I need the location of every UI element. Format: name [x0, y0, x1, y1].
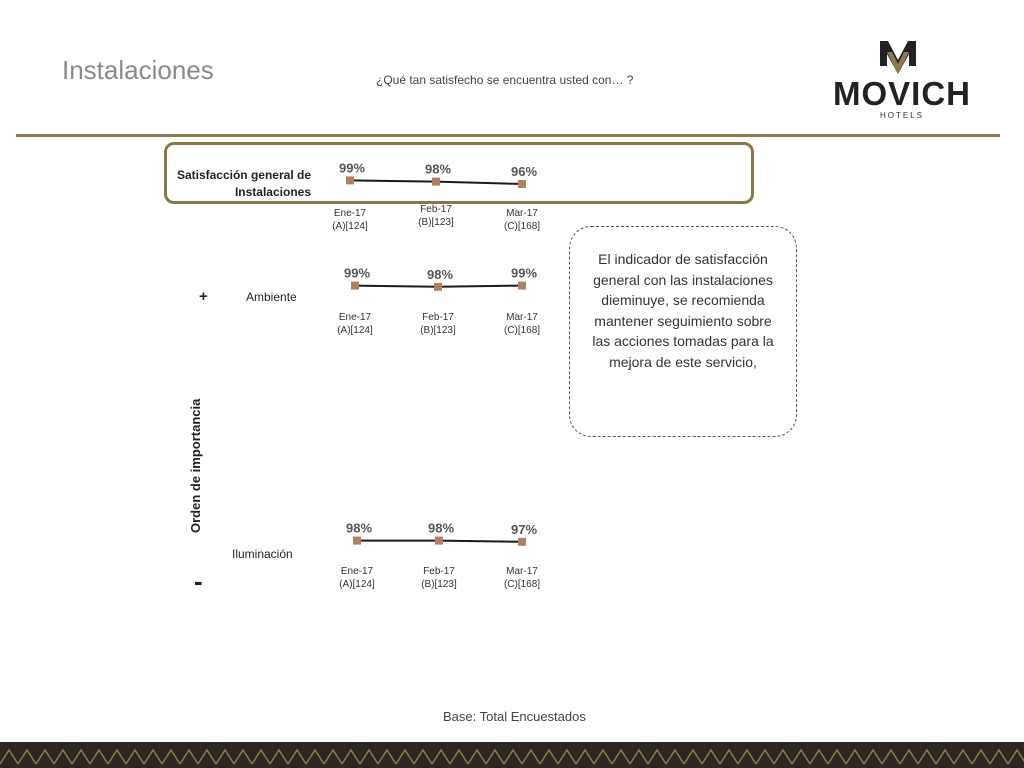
tick-base: (A)[124] — [337, 325, 373, 336]
series-line — [355, 286, 522, 287]
x-tick-label — [401, 203, 471, 229]
tick-base: (A)[124] — [339, 579, 375, 590]
logo-wordmark: MOVICH — [833, 75, 971, 112]
logo-mark-icon — [880, 41, 916, 74]
x-tick-label — [315, 207, 385, 233]
data-label: 98% — [426, 266, 454, 282]
tick-period: Ene-17 — [333, 208, 367, 219]
data-label: 99% — [343, 265, 371, 281]
importance-plus: + — [199, 288, 208, 305]
tick-base: (C)[168] — [503, 579, 541, 590]
data-label: 99% — [338, 160, 366, 176]
tick-base: (B)[123] — [421, 579, 457, 590]
tick-period: Feb-17 — [423, 566, 455, 577]
data-point-marker — [434, 283, 442, 291]
tick-period: Feb-17 — [422, 312, 454, 323]
movich-logo — [812, 38, 992, 122]
tick-base: (B)[123] — [420, 325, 456, 336]
data-label: 98% — [424, 161, 452, 177]
tick-period: Mar-17 — [506, 566, 538, 577]
decorative-footer — [0, 742, 1024, 768]
data-point-marker — [353, 537, 361, 545]
tick-period: Ene-17 — [340, 566, 374, 577]
tick-base: (A)[124] — [332, 221, 368, 232]
data-point-marker — [518, 282, 526, 290]
data-label: 99% — [510, 265, 538, 281]
data-point-marker — [518, 538, 526, 546]
survey-question: ¿Qué tan satisfecho se encuentra usted con… ? — [376, 73, 634, 87]
x-tick-label — [320, 311, 390, 337]
x-tick-label — [487, 207, 557, 233]
data-point-marker — [435, 537, 443, 545]
tick-base: (C)[168] — [503, 325, 541, 336]
tick-period: Mar-17 — [506, 208, 538, 219]
x-tick-label — [487, 565, 557, 591]
row-label-ambiente: Ambiente — [246, 290, 297, 304]
importance-minus: - — [194, 566, 203, 596]
tick-period: Mar-17 — [506, 312, 538, 323]
data-label: 98% — [345, 520, 373, 536]
page-title: Instalaciones — [62, 55, 214, 85]
data-label: 96% — [510, 164, 538, 179]
series-line — [357, 541, 522, 542]
data-point-marker — [351, 282, 359, 290]
row-label-iluminacion: Iluminación — [232, 547, 293, 561]
x-tick-label — [322, 565, 392, 591]
tick-base: (B)[123] — [418, 217, 454, 228]
x-tick-label — [403, 311, 473, 337]
logo-subtitle: HOTELS — [879, 111, 925, 120]
x-tick-label — [404, 565, 474, 591]
base-caption: Base: Total Encuestados — [443, 709, 586, 724]
tick-period: Feb-17 — [420, 204, 452, 215]
tick-period: Ene-17 — [338, 312, 372, 323]
data-label: 98% — [427, 520, 455, 536]
x-tick-label — [487, 311, 557, 337]
data-label: 97% — [510, 521, 538, 537]
importance-axis-label: Orden de importancia — [188, 398, 203, 533]
row-label-satisfaccion: Satisfacción general de Instalaciones — [176, 168, 311, 199]
header-divider — [16, 134, 1000, 137]
recommendation-note: El indicador de satisfacción general con las instalaciones dieminuye, se recomienda mantener seguimiento sobre las acciones tomadas para la mejora de este servicio, — [569, 226, 797, 437]
tick-base: (C)[168] — [503, 221, 541, 232]
